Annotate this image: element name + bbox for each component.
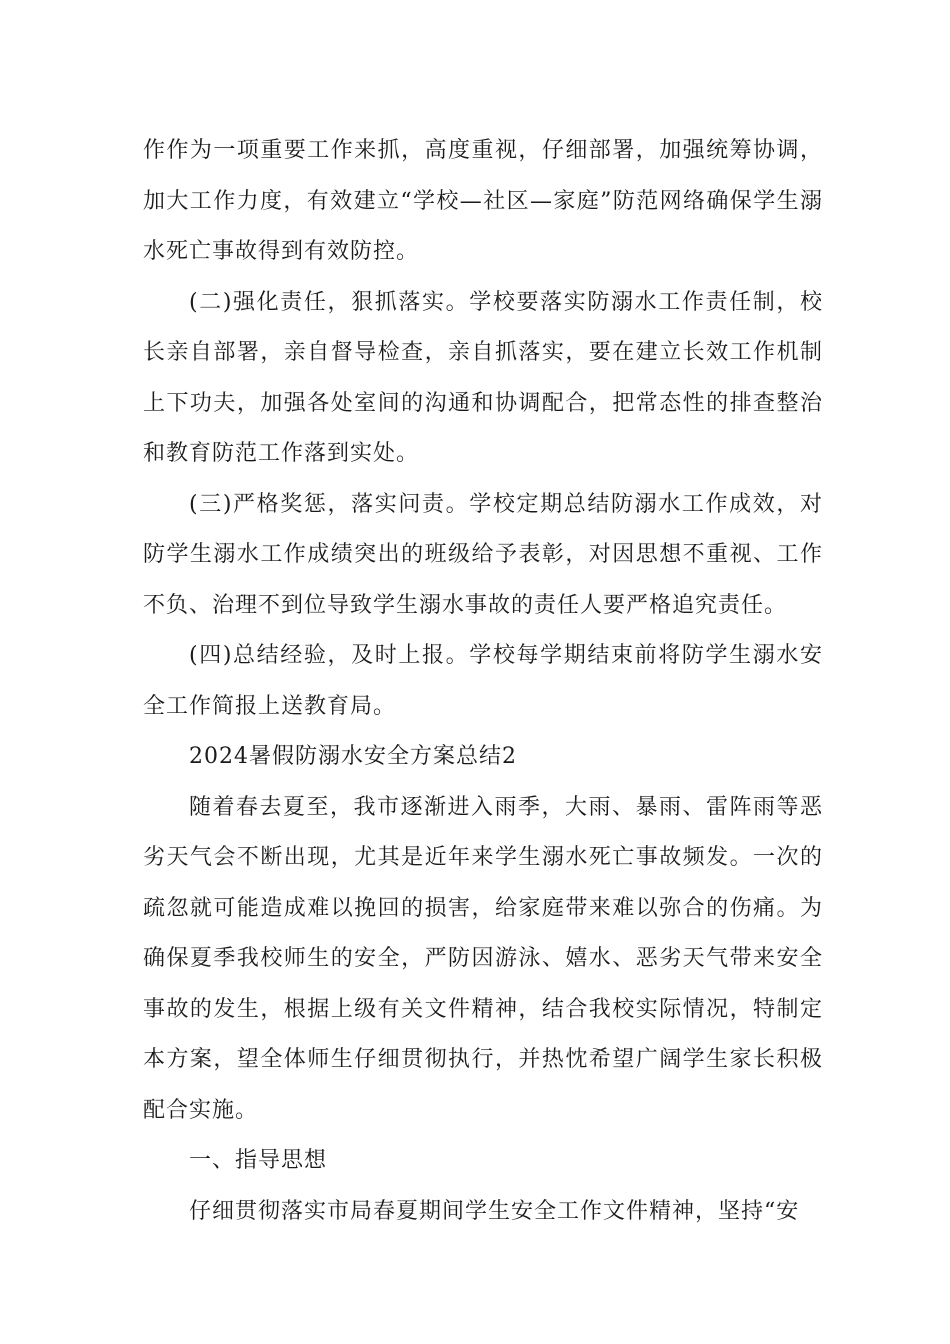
heading-guiding-ideology: 一、指导思想 bbox=[189, 1148, 328, 1173]
paragraph-continuation: 作作为一项重要工作来抓，高度重视，仔细部署，加强统筹协调，加大工作力度，有效建立“学校—社区—家庭”防范网络确保学生溺水死亡事故得到有效防控。 bbox=[143, 138, 823, 264]
section-title: 2024暑假防溺水安全方案总结2 bbox=[189, 744, 517, 769]
paragraph-introduction: 随着春去夏至，我市逐渐进入雨季，大雨、暴雨、雷阵雨等恶劣天气会不断出现，尤其是近年来学生溺水死亡事故频发。一次的疏忽就可能造成难以挽回的损害，给家庭带来难以弥合的伤痛。为确保夏季我校师生的安全，严防因游泳、嬉水、恶劣天气带来安全事故的发生，根据上级有关文件精神，结合我校实际情况，特制定本方案，望全体师生仔细贯彻执行，并热忱希望广阔学生家长积极配合实施。 bbox=[143, 794, 823, 1123]
paragraph-rewards-penalties: (三)严格奖惩，落实问责。学校定期总结防溺水工作成效，对防学生溺水工作成绩突出的班级给予表彰，对因思想不重视、工作不负、治理不到位导致学生溺水事故的责任人要严格追究责任。 bbox=[143, 491, 823, 618]
paragraph-report: (四)总结经验，及时上报。学校每学期结束前将防学生溺水安全工作简报上送教育局。 bbox=[143, 643, 823, 719]
document-body bbox=[143, 126, 823, 1237]
paragraph-responsibility: (二)强化责任，狠抓落实。学校要落实防溺水工作责任制，校长亲自部署，亲自督导检查，亲自抓落实，要在建立长效工作机制上下功夫，加强各处室间的沟通和协调配合，把常态性的排查整治和教育防范工作落到实处。 bbox=[143, 289, 823, 466]
paragraph-guiding-ideology: 仔细贯彻落实市局春夏期间学生安全工作文件精神，坚持“安 bbox=[189, 1198, 800, 1224]
